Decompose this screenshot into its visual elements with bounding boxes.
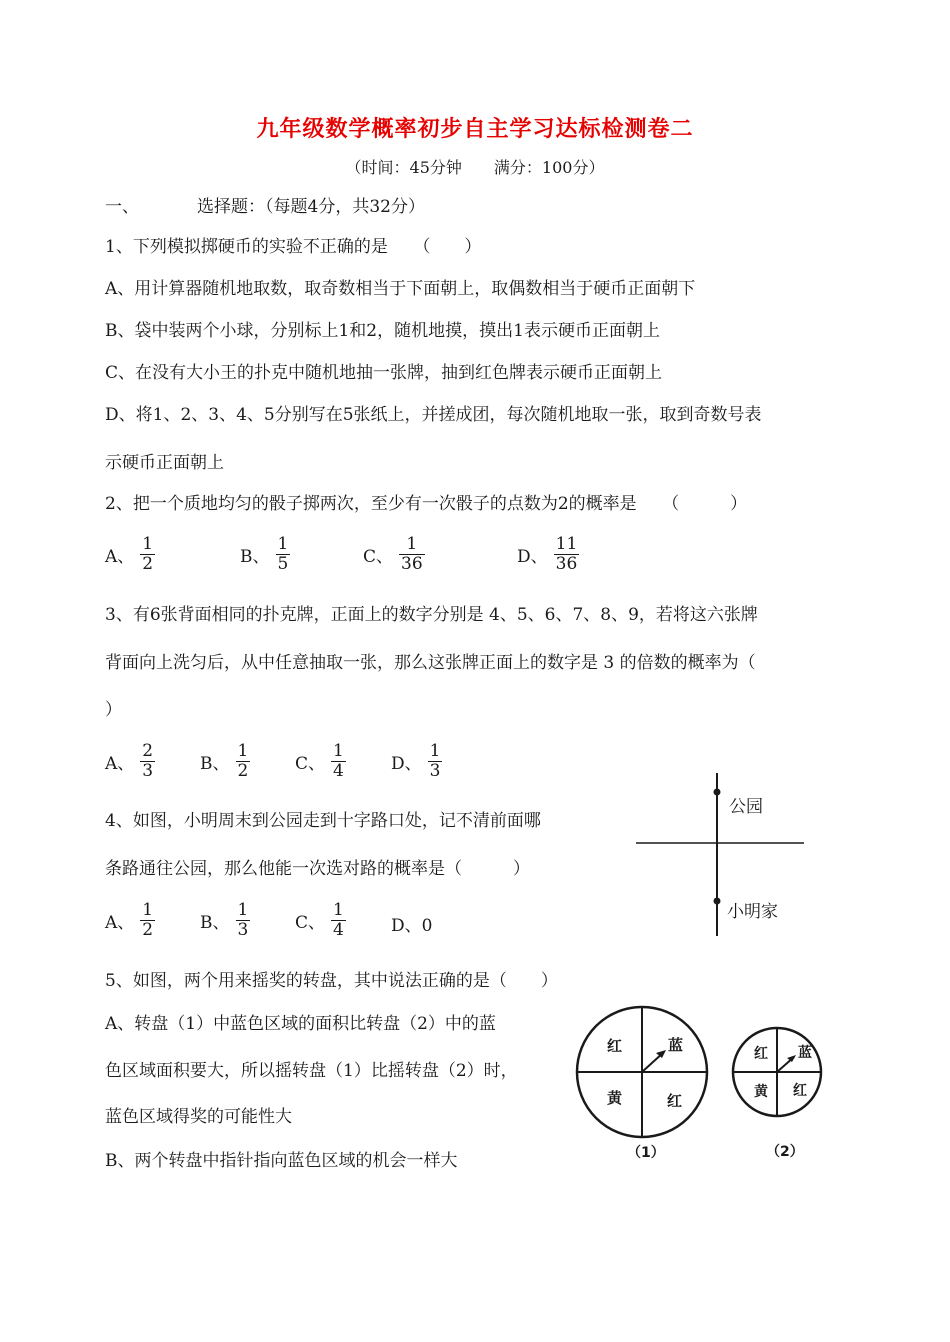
spinner-2-red-top: 红 [754,1046,768,1062]
q2-option-d: D、 $\frac{11}{36}$ [517,534,578,574]
exam-info: （时间：45分钟 满分：100分） [345,158,605,177]
q4-option-b: B、 $\frac{1}{3}$ [200,900,249,940]
q3-option-d: D、 $\frac{1}{3}$ [391,741,441,781]
spinner-2-yellow: 黄 [754,1084,768,1100]
home-point [714,898,721,905]
q5-option-a-line3: 蓝色区域得奖的可能性大 [105,1107,292,1127]
q1-option-b: B、袋中装两个小球，分别标上1和2，随机地摸，摸出1表示硬币正面朝上 [105,321,660,341]
q2-option-a: A、 $\frac{1}{2}$ [105,534,154,574]
q3-stem-line2: 背面向上洗匀后，从中任意抽取一张，那么这张牌正面上的数字是 3 的倍数的概率为（ [105,653,756,673]
q1-option-a: A、用计算器随机地取数，取奇数相当于下面朝上，取偶数相当于硬币正面朝下 [105,279,696,299]
section-number: 一、 [105,197,139,217]
spinner-2-label: （2） [766,1144,804,1160]
park-label: 公园 [729,797,763,817]
q1-option-c: C、在没有大小王的扑克中随机地抽一张牌，抽到红色牌表示硬币正面朝上 [105,363,663,383]
q4-option-c: C、 $\frac{1}{4}$ [295,900,344,940]
q4-stem-line2: 条路通往公园，那么他能一次选对路的概率是（ ） [105,859,530,879]
q2-option-b: B、 $\frac{1}{5}$ [240,534,289,574]
spinner-1-blue: 蓝 [668,1036,684,1054]
q3-option-c: C、 $\frac{1}{4}$ [295,741,344,781]
crossroads-figure [630,770,810,940]
q4-option-a: A、 $\frac{1}{2}$ [105,900,154,940]
spinner-2 [733,1028,821,1160]
q5-stem: 5、如图，两个用来摇奖的转盘，其中说法正确的是（ ） [105,971,558,991]
q1-option-d: D、将1、2、3、4、5分别写在5张纸上，并搓成团，每次随机地取一张，取到奇数号表 [105,405,762,425]
spinner-1-yellow: 黄 [607,1089,623,1107]
q2-option-c: C、 $\frac{1}{36}$ [363,534,423,574]
q1-option-d-cont: 示硬币正面朝上 [105,453,224,473]
spinner-2-blue: 蓝 [798,1045,812,1061]
home-label: 小明家 [727,902,778,922]
q2-stem: 2、把一个质地均匀的骰子掷两次，至少有一次骰子的点数为2的概率是 （ ） [105,494,748,514]
section-heading [105,196,425,218]
q3-stem-line1: 3、有6张背面相同的扑克牌，正面上的数字分别是 4、5、6、7、8、9，若将这六张牌 [105,605,758,625]
q5-option-a-line1: A、转盘（1）中蓝色区域的面积比转盘（2）中的蓝 [105,1014,496,1034]
spinner-1-red-bottom: 红 [667,1092,683,1110]
q3-option-a: A、 $\frac{2}{3}$ [105,741,154,781]
section-text: 选择题：（每题4分，共32分） [197,197,425,217]
q1-stem: 1、下列模拟掷硬币的实验不正确的是 （ ） [105,237,482,257]
q4-option-d: D、0 [391,916,433,936]
spinner-1-red-top: 红 [607,1037,623,1055]
spinner-1-label: （1） [627,1145,665,1161]
page-title: 九年级数学概率初步自主学习达标检测卷二 [256,116,694,142]
q3-option-b: B、 $\frac{1}{2}$ [200,741,249,781]
q5-option-a-line2: 色区域面积要大，所以摇转盘（1）比摇转盘（2）时， [105,1061,518,1081]
spinner-1 [577,1007,707,1161]
spinners-figure [570,1000,830,1170]
q5-option-b: B、两个转盘中指针指向蓝色区域的机会一样大 [105,1151,458,1171]
park-point [714,789,721,796]
q3-stem-line3: ） [105,700,122,720]
spinner-2-red-bottom: 红 [793,1083,807,1099]
q4-stem-line1: 4、如图，小明周末到公园走到十字路口处，记不清前面哪 [105,811,541,831]
